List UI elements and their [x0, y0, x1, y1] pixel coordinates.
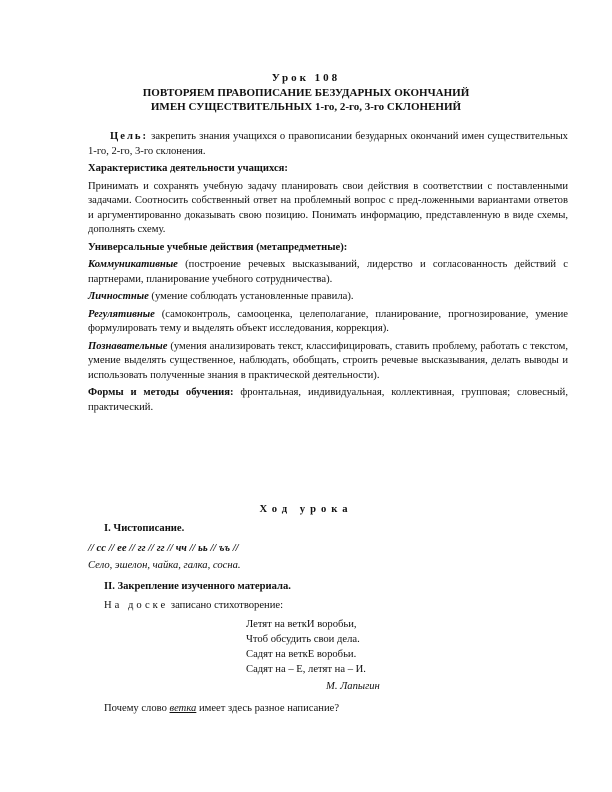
uud-cognitive — [88, 340, 568, 384]
board-label: На доске — [104, 600, 169, 611]
uud-cognitive-label: Познавательные — [88, 340, 168, 352]
uud-personal-label: Личностные — [88, 291, 149, 302]
course-heading: Ход урока — [259, 504, 353, 515]
goal-label: Цель: — [110, 131, 149, 142]
forms-text: фронтальная, индивидуальная, коллективная, групповая; словесный, практический. — [88, 387, 568, 413]
poem-line: Чтоб обсудить свои дела. — [246, 634, 360, 645]
question-before: Почему слово — [104, 703, 170, 714]
uud-communicative-text: (построение речевых высказываний, лидерство и согласованность действий с партнерами, планирование учебного сотрудничества). — [88, 259, 568, 285]
goal-text: закрепить знания учащихся о правописании безударных окончаний имен существительных 1-го, 2-го, 3-го склонения. — [88, 131, 568, 157]
characteristics-text: Принимать и сохранять учебную задачу планировать свои действия в соответствии с поставленными задачами. Соотносить собственный ответ на проблемный вопрос с пред-ложенными вариантами ответов и аргументированно доказывать свою позицию. Понимать информацию, представленную в виде схемы, дополнять схему. — [88, 180, 568, 235]
uud-regulatory-label: Регулятивные — [88, 308, 155, 320]
uud-communicative — [88, 258, 568, 287]
uud-personal — [88, 290, 568, 305]
question-word: ветка — [169, 703, 197, 714]
uud-regulatory-text: (самоконтроль, самооценка, целеполагание, планирование, прогнозирование, умение формулировать тему и выделять объект исследования, коррекция). — [88, 308, 568, 334]
forms-paragraph — [88, 386, 568, 415]
lesson-title-line2: ИМЕН СУЩЕСТВИТЕЛЬНЫХ 1-го, 2-го, 3-го СКЛОНЕНИЙ — [150, 101, 462, 113]
section-1-heading: I. Чистописание. — [104, 523, 185, 534]
lesson-title-line1: ПОВТОРЯЕМ ПРАВОПИСАНИЕ БЕЗУДАРНЫХ ОКОНЧАНИЙ — [142, 87, 470, 99]
uud-personal-text: (умение соблюдать установленные правила). — [148, 291, 354, 302]
board-text: записано стихотворение: — [168, 600, 284, 611]
poem-line: Летят на веткИ воробьи, — [246, 619, 357, 630]
uud-cognitive-text: (умения анализировать текст, классифицировать, ставить проблему, работать с текстом, умение выделять существенное, наблюдать, обобщать, строить речевые высказывания, делать выводы и использовать полученные знания в практической деятельности). — [88, 340, 568, 381]
uud-regulatory — [88, 308, 568, 337]
uud-heading: Универсальные учебные действия (метапредметные): — [88, 241, 348, 253]
characteristics-heading: Характеристика деятельности учащихся: — [88, 163, 288, 174]
board-line — [104, 599, 283, 614]
question — [104, 702, 339, 717]
penmanship-letters: // сс // ее // гг // гг // чч // ьь // ъъ // — [88, 543, 239, 554]
penmanship-words: Село, эшелон, чайка, галка, сосна. — [88, 560, 241, 571]
poem-author: М. Лапыгин — [326, 681, 380, 692]
poem-line: Садят на веткЕ воробьи. — [246, 649, 357, 660]
question-after: имеет здесь разное написание? — [196, 703, 340, 714]
uud-communicative-label: Коммуникативные — [88, 259, 178, 270]
lesson-plan-body — [88, 130, 568, 418]
poem-line: Садят на – Е, летят на – И. — [246, 664, 366, 675]
goal-paragraph — [88, 130, 568, 159]
section-2-heading: II. Закрепление изученного материала. — [104, 581, 291, 592]
poem — [246, 617, 366, 677]
forms-label: Формы и методы обучения: — [88, 387, 234, 398]
lesson-number: Урок 108 — [271, 72, 341, 84]
